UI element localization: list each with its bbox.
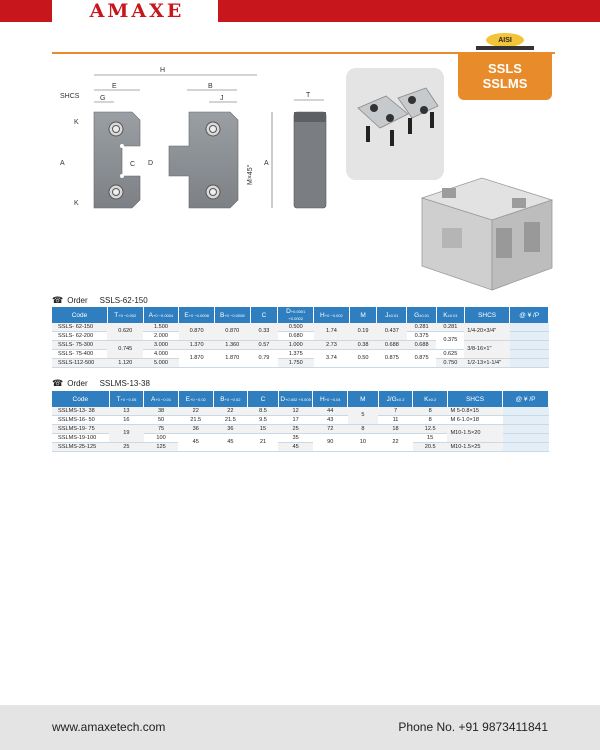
column-header-text: A: [150, 395, 156, 403]
table-cell: SSLMS-13- 38: [52, 407, 109, 416]
col-price: [510, 307, 549, 323]
table-cell: 17: [278, 416, 313, 425]
col-t: [107, 307, 143, 323]
table-cell: 19: [109, 425, 144, 443]
column-header-text: +0 −0.0008: [188, 312, 209, 318]
column-header-text: +0 −0.0004: [152, 312, 174, 318]
column-header-text: SHCS: [478, 311, 497, 319]
column-header-text: +0 −0.01: [155, 396, 172, 402]
product-name-ssls: SSLS: [488, 61, 522, 76]
table-cell: 100: [144, 434, 179, 443]
table-cell: 12: [278, 407, 313, 416]
table-cell: M10-1.5×25: [447, 443, 502, 452]
column-header-text: B: [219, 311, 225, 319]
label-k-top: K: [74, 119, 79, 126]
column-header-text: ±0.2: [396, 396, 405, 402]
footer-phone[interactable]: Phone No. +91 9873411841: [398, 720, 548, 734]
col-k: [413, 391, 448, 407]
header-red-strip-left: [0, 0, 52, 22]
column-header-text: ±0.2: [428, 396, 437, 402]
column-header-text: C: [261, 311, 267, 319]
column-header-text: +0 −0.05: [120, 396, 137, 402]
label-h: H: [160, 67, 166, 74]
spec-table-sslms: [52, 391, 549, 452]
order-code: SSLS-62-150: [99, 296, 148, 305]
column-header-text: H: [320, 311, 325, 319]
table-cell: 25: [109, 443, 144, 452]
table-cell: 10: [348, 434, 379, 452]
table-cell: 1.375: [278, 350, 314, 359]
table-row[interactable]: [52, 359, 549, 368]
table-cell: SSLS- 75-400: [52, 350, 107, 359]
table-cell: 1.870: [179, 350, 215, 368]
column-header-text: D: [280, 395, 286, 403]
column-header-text: H: [320, 395, 325, 403]
label-shcs: SHCS: [60, 93, 80, 100]
order-label: Order: [67, 379, 88, 388]
table-cell: 90: [313, 434, 348, 452]
column-header-text: M: [360, 395, 366, 403]
label-a-left: A: [60, 160, 65, 167]
col-h: [313, 391, 348, 407]
table-cell: 72: [313, 425, 348, 434]
column-header-text: Code: [72, 395, 89, 403]
table-cell: 0.19: [349, 323, 377, 341]
label-b: B: [208, 83, 213, 90]
telephone-icon: ☎: [52, 378, 64, 388]
column-header-text: K: [443, 311, 448, 319]
product-tab: [458, 52, 552, 100]
table-cell: 45: [278, 443, 313, 452]
col-m: [349, 307, 377, 323]
column-header-text: E: [185, 395, 190, 403]
table-cell: 0.437: [377, 323, 407, 341]
table-cell: 22: [378, 434, 413, 452]
col-e: [179, 307, 215, 323]
col-g: [407, 307, 437, 323]
column-header-text: Code: [71, 311, 88, 319]
table-cell: 9.5: [248, 416, 279, 425]
order-code: SSLMS-13-38: [99, 379, 150, 388]
header-red-strip-right: [218, 0, 600, 22]
column-header-text: +0 −0.0008: [224, 312, 245, 318]
label-t: T: [306, 92, 311, 99]
column-header-text: K: [424, 395, 429, 403]
table-cell: 45: [178, 434, 213, 452]
table-cell: SSLMS-25-125: [52, 443, 109, 452]
table-cell: 8: [413, 407, 448, 416]
label-d: D: [148, 160, 154, 167]
col-d: [278, 307, 314, 323]
table-cell: 3.74: [314, 350, 350, 368]
table-cell: 45: [213, 434, 248, 452]
table-cell: 0.745: [107, 341, 143, 359]
technical-drawing: [52, 60, 342, 225]
table-cell: 1/4-20×3/4": [464, 323, 510, 341]
aisi-bar: [476, 46, 534, 50]
label-k-bottom: K: [74, 200, 79, 207]
table-cell: 50: [144, 416, 179, 425]
table-cell: 35: [278, 434, 313, 443]
column-header-text: M: [360, 311, 366, 319]
table-cell: 1.500: [143, 323, 179, 332]
table-cell: 1.370: [179, 341, 215, 350]
col-code: [52, 391, 109, 407]
table-cell: 0.281: [407, 323, 437, 332]
table-cell: 15: [248, 425, 279, 434]
table-cell: 36: [178, 425, 213, 434]
col-b: [214, 307, 250, 323]
order-label: Order: [67, 296, 88, 305]
table-cell: SSLMS-19-100: [52, 434, 109, 443]
column-header-text: @ ¥ /P: [519, 311, 540, 319]
table-cell: 15: [413, 434, 448, 443]
table-cell: 38: [144, 407, 179, 416]
column-header-text: T: [114, 311, 119, 319]
table-cell: 0.281: [436, 323, 464, 332]
column-header-text: C: [260, 395, 266, 403]
product-name-sslms: SSLMS: [482, 76, 528, 91]
column-header-text: @ ¥ /P: [515, 395, 536, 403]
label-m: M×45°: [247, 164, 254, 185]
table-cell: 1.870: [214, 350, 250, 368]
table-cell: 0.875: [377, 350, 407, 368]
table-cell: SSLS-112-500: [52, 359, 107, 368]
column-header-text: +0 −0.02: [189, 396, 206, 402]
column-header-text: B: [220, 395, 225, 403]
table-cell: [510, 332, 549, 341]
label-e: E: [112, 83, 117, 90]
telephone-icon: ☎: [52, 295, 64, 305]
label-a-right: A: [264, 160, 269, 167]
table-cell: 5.000: [143, 359, 179, 368]
column-header-text: ±0.01: [419, 312, 430, 318]
table-cell: 21.5: [213, 416, 248, 425]
table-cell: 0.500: [278, 323, 314, 332]
col-d: [278, 391, 313, 407]
column-header-text: +0.002 +0.005: [285, 396, 311, 402]
col-a: [143, 307, 179, 323]
table-cell: 0.375: [436, 332, 464, 350]
table-cell: 0.870: [214, 323, 250, 341]
table-cell: SSLS- 62-200: [52, 332, 107, 341]
table-cell: 1.000: [278, 341, 314, 350]
table-cell: M10-1.5×20: [447, 425, 502, 443]
table-cell: 5: [348, 407, 379, 425]
table-cell: 43: [313, 416, 348, 425]
column-header-text: J: [385, 311, 389, 319]
table-cell: 1.360: [214, 341, 250, 350]
table-cell: 21.5: [178, 416, 213, 425]
column-header-text: +0 −0.04: [324, 396, 341, 402]
table-cell: SSLMS-16- 50: [52, 416, 109, 425]
column-header-text: ±0.01: [447, 312, 458, 318]
label-c: C: [130, 161, 136, 168]
table-cell: 12.5: [413, 425, 448, 434]
table-cell: M 5-0.8×15: [447, 407, 502, 416]
table-cell: 44: [313, 407, 348, 416]
column-header-text: J/G: [386, 395, 397, 403]
table-cell: [510, 350, 549, 359]
spec-table-ssls: [52, 307, 549, 368]
table-cell: 0.38: [349, 341, 377, 350]
table-cell: 0.620: [107, 323, 143, 341]
table-cell: 22: [213, 407, 248, 416]
table-cell: 2.000: [143, 332, 179, 341]
aisi-badge: AISI: [486, 33, 524, 47]
label-j: J: [220, 95, 224, 102]
table-row[interactable]: [52, 341, 549, 350]
table-cell: M 6-1.0×18: [447, 416, 502, 425]
table-cell: 0.750: [436, 359, 464, 368]
col-h: [314, 307, 350, 323]
table-cell: 2.73: [314, 341, 350, 350]
footer-website-link[interactable]: www.amaxetech.com: [52, 720, 166, 734]
table-cell: 0.33: [250, 323, 278, 341]
column-header-text: +0 −0.02: [224, 396, 241, 402]
column-header-text: G: [414, 311, 420, 319]
brand-logo[interactable]: AMAXE: [89, 0, 185, 22]
table-cell: 13: [109, 407, 144, 416]
column-header-text: +0.0001 +0.0002: [288, 309, 306, 321]
table-cell: [503, 407, 549, 416]
table-row[interactable]: [52, 323, 549, 332]
table-cell: 8: [413, 416, 448, 425]
table-cell: 3.000: [143, 341, 179, 350]
table-cell: 16: [109, 416, 144, 425]
col-shcs: [464, 307, 510, 323]
table-cell: 125: [144, 443, 179, 452]
table-cell: SSLS- 75-300: [52, 341, 107, 350]
table-cell: 75: [144, 425, 179, 434]
table-cell: 0.79: [250, 350, 278, 368]
table-cell: 22: [178, 407, 213, 416]
table-cell: [510, 359, 549, 368]
table-cell: [510, 323, 549, 332]
col-e: [178, 391, 213, 407]
table-cell: 8.5: [248, 407, 279, 416]
column-header-text: E: [184, 311, 189, 319]
column-header-text: +0 −0.002: [324, 312, 343, 318]
col-a: [144, 391, 179, 407]
order-example-1: [52, 295, 148, 306]
table-cell: 0.870: [179, 323, 215, 341]
column-header-text: SHCS: [465, 395, 485, 403]
col-c: [248, 391, 279, 407]
table-cell: 0.375: [407, 332, 437, 341]
column-header-text: ±0.01: [388, 312, 399, 318]
table-cell: 0.688: [407, 341, 437, 350]
table-cell: [503, 434, 549, 443]
table-cell: 0.688: [377, 341, 407, 350]
table-row[interactable]: [52, 443, 549, 452]
col-b: [213, 391, 248, 407]
column-header-text: D: [286, 308, 291, 315]
table-cell: 18: [378, 425, 413, 434]
table-cell: 0.50: [349, 350, 377, 368]
table-cell: 1.120: [107, 359, 143, 368]
column-header-text: T: [116, 395, 121, 403]
col-shcs: [447, 391, 502, 407]
col-j: [377, 307, 407, 323]
table-row[interactable]: [52, 425, 549, 434]
column-header-text: +0 −0.002: [118, 312, 137, 318]
col-jg: [378, 391, 413, 407]
table-cell: 1.750: [278, 359, 314, 368]
table-cell: 25: [278, 425, 313, 434]
product-photo-mold-assembly: [412, 158, 560, 293]
table-header-row: [52, 391, 549, 407]
table-cell: 1/2-13×1-1/4": [464, 359, 510, 368]
col-c: [250, 307, 278, 323]
right-block-shape: [169, 112, 238, 208]
table-cell: SSLS- 62-150: [52, 323, 107, 332]
table-header-row: [52, 307, 549, 323]
table-cell: 1.74: [314, 323, 350, 341]
table-cell: [503, 425, 549, 434]
table-cell: 11: [378, 416, 413, 425]
col-k: [436, 307, 464, 323]
col-code: [52, 307, 107, 323]
table-row[interactable]: [52, 407, 549, 416]
table-cell: 0.625: [436, 350, 464, 359]
table-cell: [503, 416, 549, 425]
col-t: [109, 391, 144, 407]
table-cell: SSLMS-19- 75: [52, 425, 109, 434]
side-view-block: [294, 112, 326, 208]
col-m: [348, 391, 379, 407]
table-cell: 7: [378, 407, 413, 416]
label-g: G: [100, 95, 106, 102]
table-cell: [503, 443, 549, 452]
table-cell: 0.57: [250, 341, 278, 350]
table-cell: 21: [248, 434, 279, 452]
table-cell: 0.680: [278, 332, 314, 341]
table-cell: 8: [348, 425, 379, 434]
order-example-2: [52, 378, 150, 389]
table-cell: 20.5: [413, 443, 448, 452]
table-cell: 3/8-16×1": [464, 341, 510, 359]
table-cell: 36: [213, 425, 248, 434]
table-row[interactable]: [52, 416, 549, 425]
table-cell: 0.875: [407, 350, 437, 368]
col-price: [503, 391, 549, 407]
column-header-text: A: [148, 311, 153, 319]
table-cell: 4.000: [143, 350, 179, 359]
table-cell: [510, 341, 549, 350]
